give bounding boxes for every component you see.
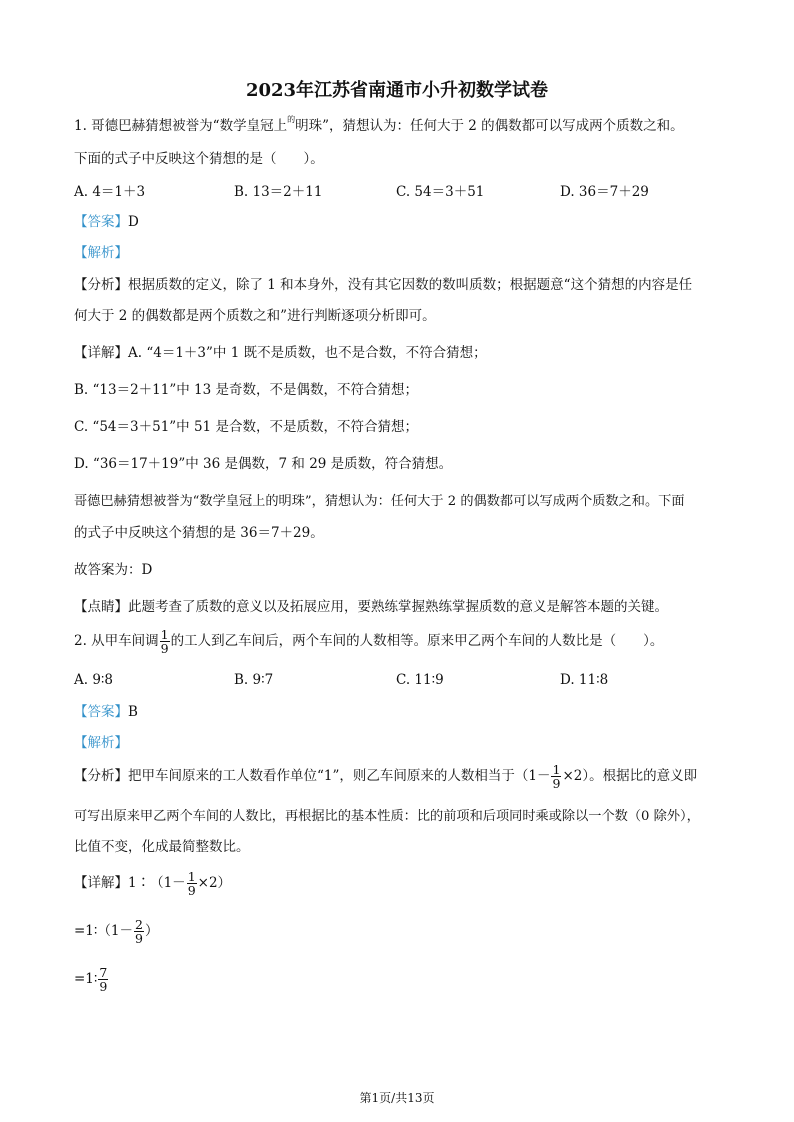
q1-option-b: B. 13＝2＋11 bbox=[234, 184, 323, 200]
q2-detail-step1 bbox=[74, 870, 231, 897]
q2-fenxi-line2: 可写出原来甲乙两个车间的人数比，再根据比的基本性质：比的前项和后项同时乘或除以一个数（0 除外）， bbox=[74, 809, 700, 824]
q2-answer bbox=[74, 706, 138, 720]
frac-den: 9 bbox=[187, 883, 196, 899]
q2-option-b: B. 9∶7 bbox=[234, 672, 274, 688]
q1-summary-line2: 的式子中反映这个猜想的是 36＝7＋29。 bbox=[74, 525, 324, 541]
detail-tag: 【详解】 bbox=[74, 345, 128, 361]
q1-detail-b: B. “13＝2＋11”中 13 是奇数，不是偶数，不符合猜想； bbox=[74, 382, 419, 398]
frac-den: 9 bbox=[99, 979, 108, 995]
q1-detail-a bbox=[74, 347, 487, 361]
dianjing-text: 此题考查了质数的意义以及拓展应用，要熟练掌握熟练掌握质数的意义是解答本题的关键。 bbox=[128, 599, 668, 615]
step2-pre: =1∶（1－ bbox=[74, 923, 134, 940]
q1-stem-line1 bbox=[74, 115, 684, 134]
step3-pre: =1∶ bbox=[74, 971, 98, 988]
q2-option-d: D. 11∶8 bbox=[560, 672, 609, 688]
frac-num: 1 bbox=[552, 762, 561, 777]
q2-detail-step2 bbox=[74, 918, 158, 945]
page-title: 2023年江苏省南通市小升初数学试卷 bbox=[245, 80, 549, 101]
step3-fraction bbox=[98, 966, 108, 993]
detail-tag: 【详解】 bbox=[74, 875, 128, 892]
q1-dianjing bbox=[74, 601, 668, 615]
frac-num: 2 bbox=[135, 917, 143, 932]
q1-analysis-tag: 【解析】 bbox=[74, 245, 128, 261]
fenxi-tag: 【分析】 bbox=[74, 277, 128, 293]
dianjing-tag: 【点睛】 bbox=[74, 599, 128, 615]
detail-a-text: A. “4＝1＋3”中 1 既不是质数，也不是合数，不符合猜想； bbox=[128, 345, 487, 361]
fenxi-text-post: ×2）。根据比的意义即 bbox=[562, 768, 698, 785]
q2-option-a: A. 9∶8 bbox=[74, 672, 114, 688]
q1-option-c: C. 54＝3＋51 bbox=[396, 184, 485, 200]
q2-stem-post: 的工人到乙车间后，两个车间的人数相等。原来甲乙两个车间的人数比是（ ）。 bbox=[170, 633, 664, 650]
frac-num: 1 bbox=[187, 869, 196, 884]
frac-den: 9 bbox=[160, 641, 169, 657]
fenxi-text-pre: 把甲车间原来的工人数看作单位“1”，则乙车间原来的人数相当于（1－ bbox=[128, 768, 551, 785]
answer-tag: 【答案】 bbox=[74, 704, 128, 720]
frac-den: 9 bbox=[135, 931, 143, 947]
page-footer: 第1页/共13页 bbox=[359, 1091, 435, 1105]
q1-conclusion: 故答案为：D bbox=[74, 562, 153, 578]
step2-fraction bbox=[134, 918, 144, 945]
q1-stem-part-a: 1. 哥德巴赫猜想被誉为“数学皇冠上 bbox=[74, 118, 288, 134]
q2-fenxi-line3: 比值不变，化成最简整数比。 bbox=[74, 839, 250, 855]
q2-option-c: C. 11∶9 bbox=[396, 672, 444, 688]
frac-num: 7 bbox=[99, 965, 108, 980]
fenxi-fraction bbox=[551, 763, 561, 790]
answer-value: D bbox=[128, 214, 139, 230]
step1-pre: 1∶（1－ bbox=[128, 875, 186, 892]
answer-tag: 【答案】 bbox=[74, 214, 128, 230]
q1-option-a: A. 4＝1＋3 bbox=[74, 184, 146, 200]
q1-fenxi-line2: 何大于 2 的偶数都是两个质数之和”进行判断逐项分析即可。 bbox=[74, 308, 436, 324]
answer-value: B bbox=[128, 704, 138, 720]
q2-fraction bbox=[160, 628, 170, 655]
q1-answer bbox=[74, 216, 139, 230]
q1-stem-part-b: 明珠”，猜想认为：任何大于 2 的偶数都可以写成两个质数之和。 bbox=[295, 118, 684, 134]
q1-detail-c: C. “54＝3＋51”中 51 是合数，不是质数，不符合猜想； bbox=[74, 419, 418, 435]
q1-stem-line2: 下面的式子中反映这个猜想的是（ ）。 bbox=[74, 151, 324, 167]
q1-fenxi-line1 bbox=[74, 279, 692, 293]
q2-fenxi-line1 bbox=[74, 763, 697, 790]
q1-detail-d: D. “36＝17＋19”中 36 是偶数，7 和 29 是质数，符合猜想。 bbox=[74, 456, 453, 472]
step1-post: ×2） bbox=[197, 875, 232, 892]
q1-ruby: 的 bbox=[287, 115, 296, 124]
q1-option-d: D. 36＝7＋29 bbox=[560, 184, 649, 200]
q2-analysis-tag: 【解析】 bbox=[74, 735, 128, 751]
fenxi-text: 根据质数的定义，除了 1 和本身外，没有其它因数的数叫质数；根据题意“这个猜想的内容是任 bbox=[128, 277, 693, 293]
q2-stem bbox=[74, 628, 663, 655]
q2-detail-step3 bbox=[74, 966, 109, 993]
frac-num: 1 bbox=[160, 627, 169, 642]
step2-post: ） bbox=[144, 923, 159, 940]
q2-stem-pre: 2. 从甲车间调 bbox=[74, 633, 159, 650]
q1-summary-line1: 哥德巴赫猜想被誉为“数学皇冠上的明珠”，猜想认为：任何大于 2 的偶数都可以写成两个质数之和。下面 bbox=[74, 494, 685, 509]
frac-den: 9 bbox=[552, 776, 561, 792]
step1-fraction bbox=[187, 870, 197, 897]
fenxi-tag: 【分析】 bbox=[74, 768, 128, 785]
